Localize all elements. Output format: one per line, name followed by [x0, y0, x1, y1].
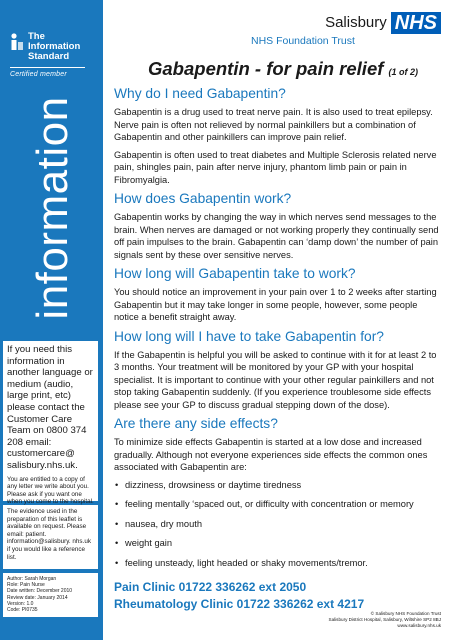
section-paragraph: Gabapentin works by changing the way in which nerves send messages to the brain. When nerves are damaged or not working properly they continually send off pain impulses to the brain. Gabapentin can ‘damp down’ the number of pain signals sent by these over sensitive nerves.: [114, 212, 439, 260]
badge-line-2: Information: [28, 41, 81, 52]
list-item: • feeling mentally ‘spaced out, or difficulty with concentration or memory: [114, 498, 444, 511]
section-how-long-work: [114, 266, 444, 324]
footer-address: Salisbury District Hospital, Salisbury, Wiltshire SP2 8BJ: [328, 617, 441, 622]
section-how-work: [114, 191, 444, 261]
section-paragraph: You should notice an improvement in your pain over 1 to 2 weeks after starting Gabapentin but it may take longer in some people, however, some people notice a benefit straight away.: [114, 287, 437, 322]
vertical-word: information: [28, 96, 77, 320]
trust-name: NHS Foundation Trust: [251, 35, 355, 47]
meta-author: Author: Sarah Morgan: [7, 576, 57, 582]
section-heading: How long will I have to take Gabapentin for?: [114, 328, 384, 344]
list-item: • feeling unsteady, light headed or shaky movements/tremor.: [114, 557, 444, 570]
meta-date-written: Date written: December 2010: [7, 588, 73, 595]
rheumatology-clinic-contact: Rheumatology Clinic 01722 336262 ext 4217: [114, 597, 365, 611]
section-paragraph: Gabapentin is a drug used to treat nerve pain. It is also used to treat epilepsy. Nerve pain is often not relieved by normal painkillers but a combination of Gabapentin and other painkillers can improve pain relief.: [114, 107, 433, 142]
page-title: [148, 58, 418, 80]
section-heading: Why do I need Gabapentin?: [114, 86, 286, 101]
badge-line-1: The: [28, 31, 45, 42]
side-effects-list: [114, 479, 444, 570]
meta-review-date: Review date: January 2014: [7, 594, 68, 601]
section-side-effects: [114, 416, 444, 569]
information-standard-badge: [10, 32, 95, 78]
badge-certified-member: Certified member: [10, 71, 67, 78]
meta-code: Code: PI0735: [7, 607, 38, 614]
badge-line-3: Standard: [28, 51, 70, 62]
org-header: [325, 12, 441, 34]
vertical-information-label: [8, 88, 98, 328]
list-item: • weight gain: [114, 537, 444, 550]
section-heading: How does Gabapentin work?: [114, 191, 292, 206]
footer-website: www.salisbury.nhs.uk: [397, 623, 441, 628]
section-paragraph: If the Gabapentin is helpful you will be asked to continue with it for at least 2 to 3 months. Your treatment will be monitored by your GP with your hospital specialist. It is important to continue with your other regular painkillers and not stop taking Gabapentin suddenly. (If you experience troublesome side effects please see your GP to discuss gradual stepping down of the dose).: [114, 349, 437, 410]
title-page-indicator: (1 of 2): [388, 67, 419, 77]
badge-divider: [10, 67, 85, 68]
title-main: Gabapentin - for pain relief: [148, 58, 384, 79]
meta-role: Role: Pain Nurse: [7, 582, 45, 589]
meta-version: Version: 1.0: [7, 600, 34, 607]
clinic-contacts: [114, 579, 364, 613]
section-paragraph: Gabapentin is often used to treat diabetes and Multiple Sclerosis related nerve pain, shingles pain, pain after nerve injury, phantom limb pain or pain in Fibromyalgia.: [114, 149, 437, 185]
document-meta-box: [3, 573, 98, 617]
accessibility-text: If you need this information in another language or medium (audio, large print, etc) please contact the Customer Care Team on 0800 374 208 email: customercare@ salisbury.nhs.uk.: [7, 344, 93, 471]
section-heading: How long will Gabapentin take to work?: [114, 266, 356, 281]
evidence-text: The evidence used in the preparation of this leaflet is available on request. Please email: patient. information@salisbury. nhs.uk if you would like a reference list.: [7, 508, 91, 561]
accessibility-box: [3, 341, 98, 506]
nhs-logo: NHS: [391, 12, 441, 34]
pain-clinic-contact: Pain Clinic 01722 336262 ext 2050: [114, 580, 307, 594]
letter-copy-text: You are entitled to a copy of any letter we write about you. Please ask if you want one when you come to the hospital.: [7, 475, 94, 506]
section-heading: Are there any side effects?: [114, 416, 278, 431]
section-why: [114, 86, 444, 186]
list-item: • nausea, dry mouth: [114, 518, 444, 531]
evidence-box: [3, 505, 98, 569]
sidebar: [0, 0, 103, 640]
org-name: Salisbury: [325, 14, 387, 31]
footer-copyright: © Salisbury NHS Foundation Trust: [370, 611, 441, 616]
list-item: • dizziness, drowsiness or daytime tiredness: [114, 479, 444, 492]
section-paragraph: To minimize side effects Gabapentin is started at a low dose and increased gradually. Although not everyone experiences side effects the common ones associated with Gabapentin are:: [114, 437, 428, 472]
information-standard-logo-icon: [10, 33, 24, 51]
main-content: [114, 86, 444, 576]
section-how-long-take: [114, 329, 444, 412]
footer: [329, 611, 442, 629]
